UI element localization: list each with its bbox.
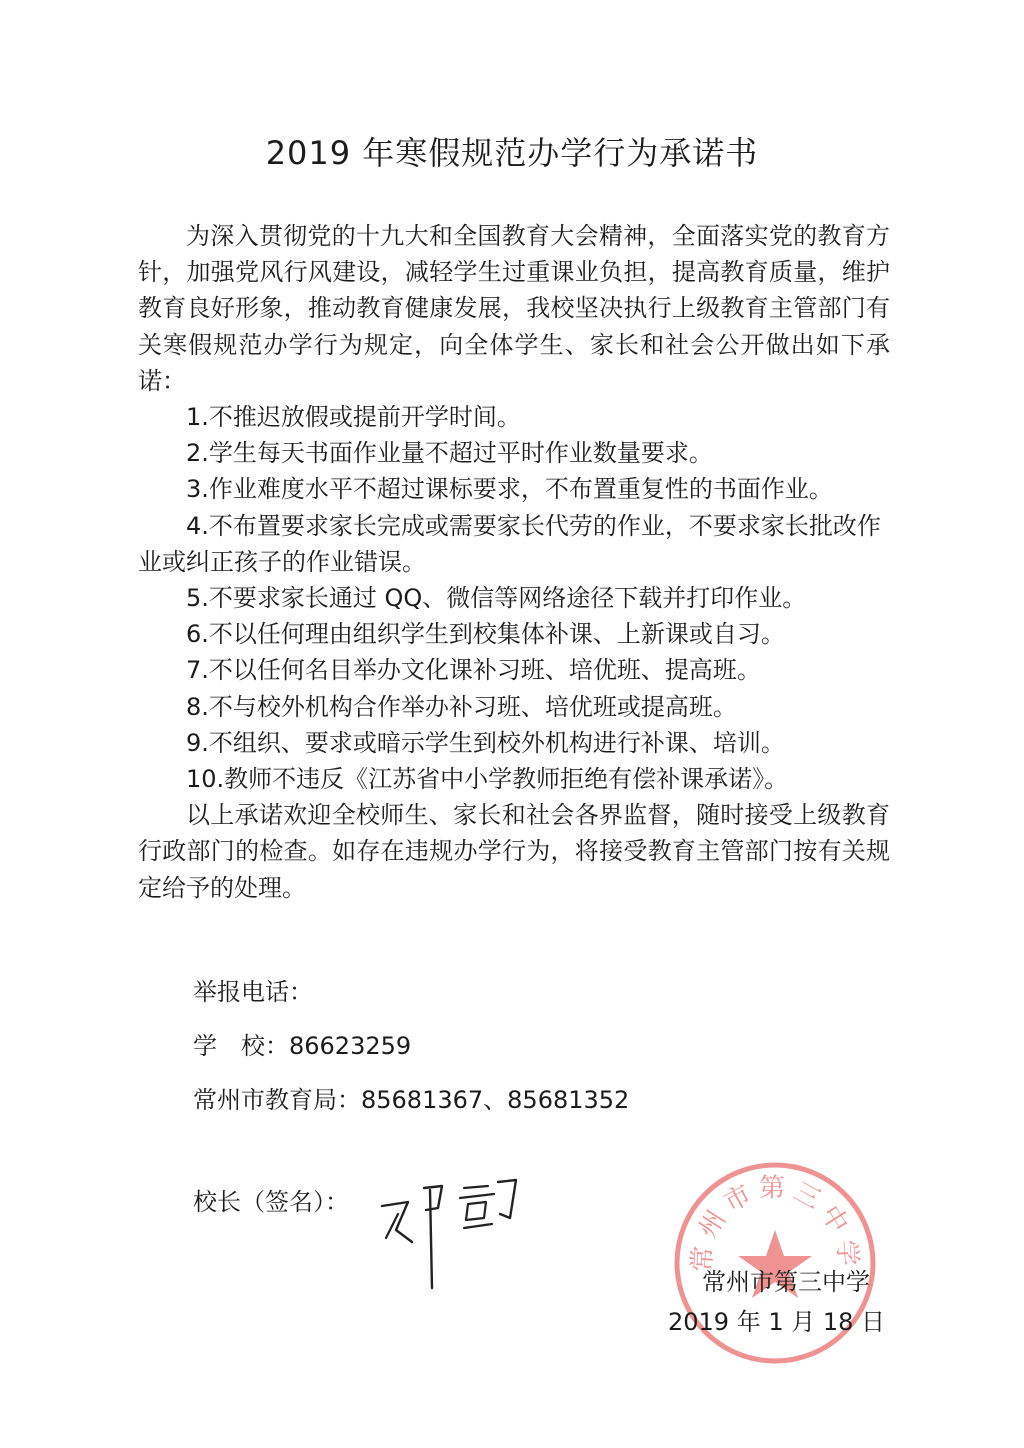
pledge-item-5: 5.不要求家长通过 QQ、微信等网络途径下载并打印作业。	[186, 584, 807, 613]
closing-paragraph: 以上承诺欢迎全校师生、家长和社会各界监督，随时接受上级教育行政部门的检查。如存在违规办学行为，将接受教育主管部门按有关规定给予的处理。	[138, 801, 890, 902]
pledge-item-8: 8.不与校外机构合作举办补习班、培优班或提高班。	[186, 692, 737, 721]
seal-text: 常州市第三中学	[687, 1173, 863, 1273]
bureau-phone: 常州市教育局：85681367、85681352	[193, 1086, 630, 1114]
document-title: 2019 年寒假规范办学行为承诺书	[265, 134, 759, 172]
pledge-item-9: 9.不组织、要求或暗示学生到校外机构进行补课、培训。	[186, 728, 785, 757]
handwritten-signature	[368, 1168, 528, 1298]
hotline-label: 举报电话：	[193, 978, 313, 1006]
principal-signature-label: 校长（签名）：	[193, 1188, 349, 1216]
pledge-item-1: 1.不推迟放假或提前开学时间。	[186, 403, 521, 432]
intro-paragraph: 为深入贯彻党的十九大和全国教育大会精神，全面落实党的教育方针，加强党风行风建设，减轻学生过重课业负担，提高教育质量，维护教育良好形象，推动教育健康发展，我校坚决执行上级教育主管部门有关寒假规范办学行为规定，向全体学生、家长和社会公开做出如下承诺：	[138, 222, 890, 395]
pledge-item-3: 3.作业难度水平不超过课标要求，不布置重复性的书面作业。	[186, 475, 833, 504]
pledge-item-2: 2.学生每天书面作业量不超过平时作业数量要求。	[186, 439, 713, 468]
document-date: 2019 年 1 月 18 日	[668, 1308, 886, 1336]
school-phone: 学 校：86623259	[193, 1032, 412, 1060]
pledge-item-4: 4.不布置要求家长完成或需要家长代劳的作业，不要求家长批改作业或纠正孩子的作业错误。	[138, 511, 881, 576]
hotline-section	[193, 974, 629, 1136]
pledge-item-10: 10.教师不违反《江苏省中小学教师拒绝有偿补课承诺》。	[186, 765, 789, 794]
pledge-item-7: 7.不以任何名目举办文化课补习班、培优班、提高班。	[186, 656, 761, 685]
school-name: 常州市第三中学	[702, 1268, 870, 1296]
pledge-item-6: 6.不以任何理由组织学生到校集体补课、上新课或自习。	[186, 620, 785, 649]
document-body	[138, 218, 890, 906]
